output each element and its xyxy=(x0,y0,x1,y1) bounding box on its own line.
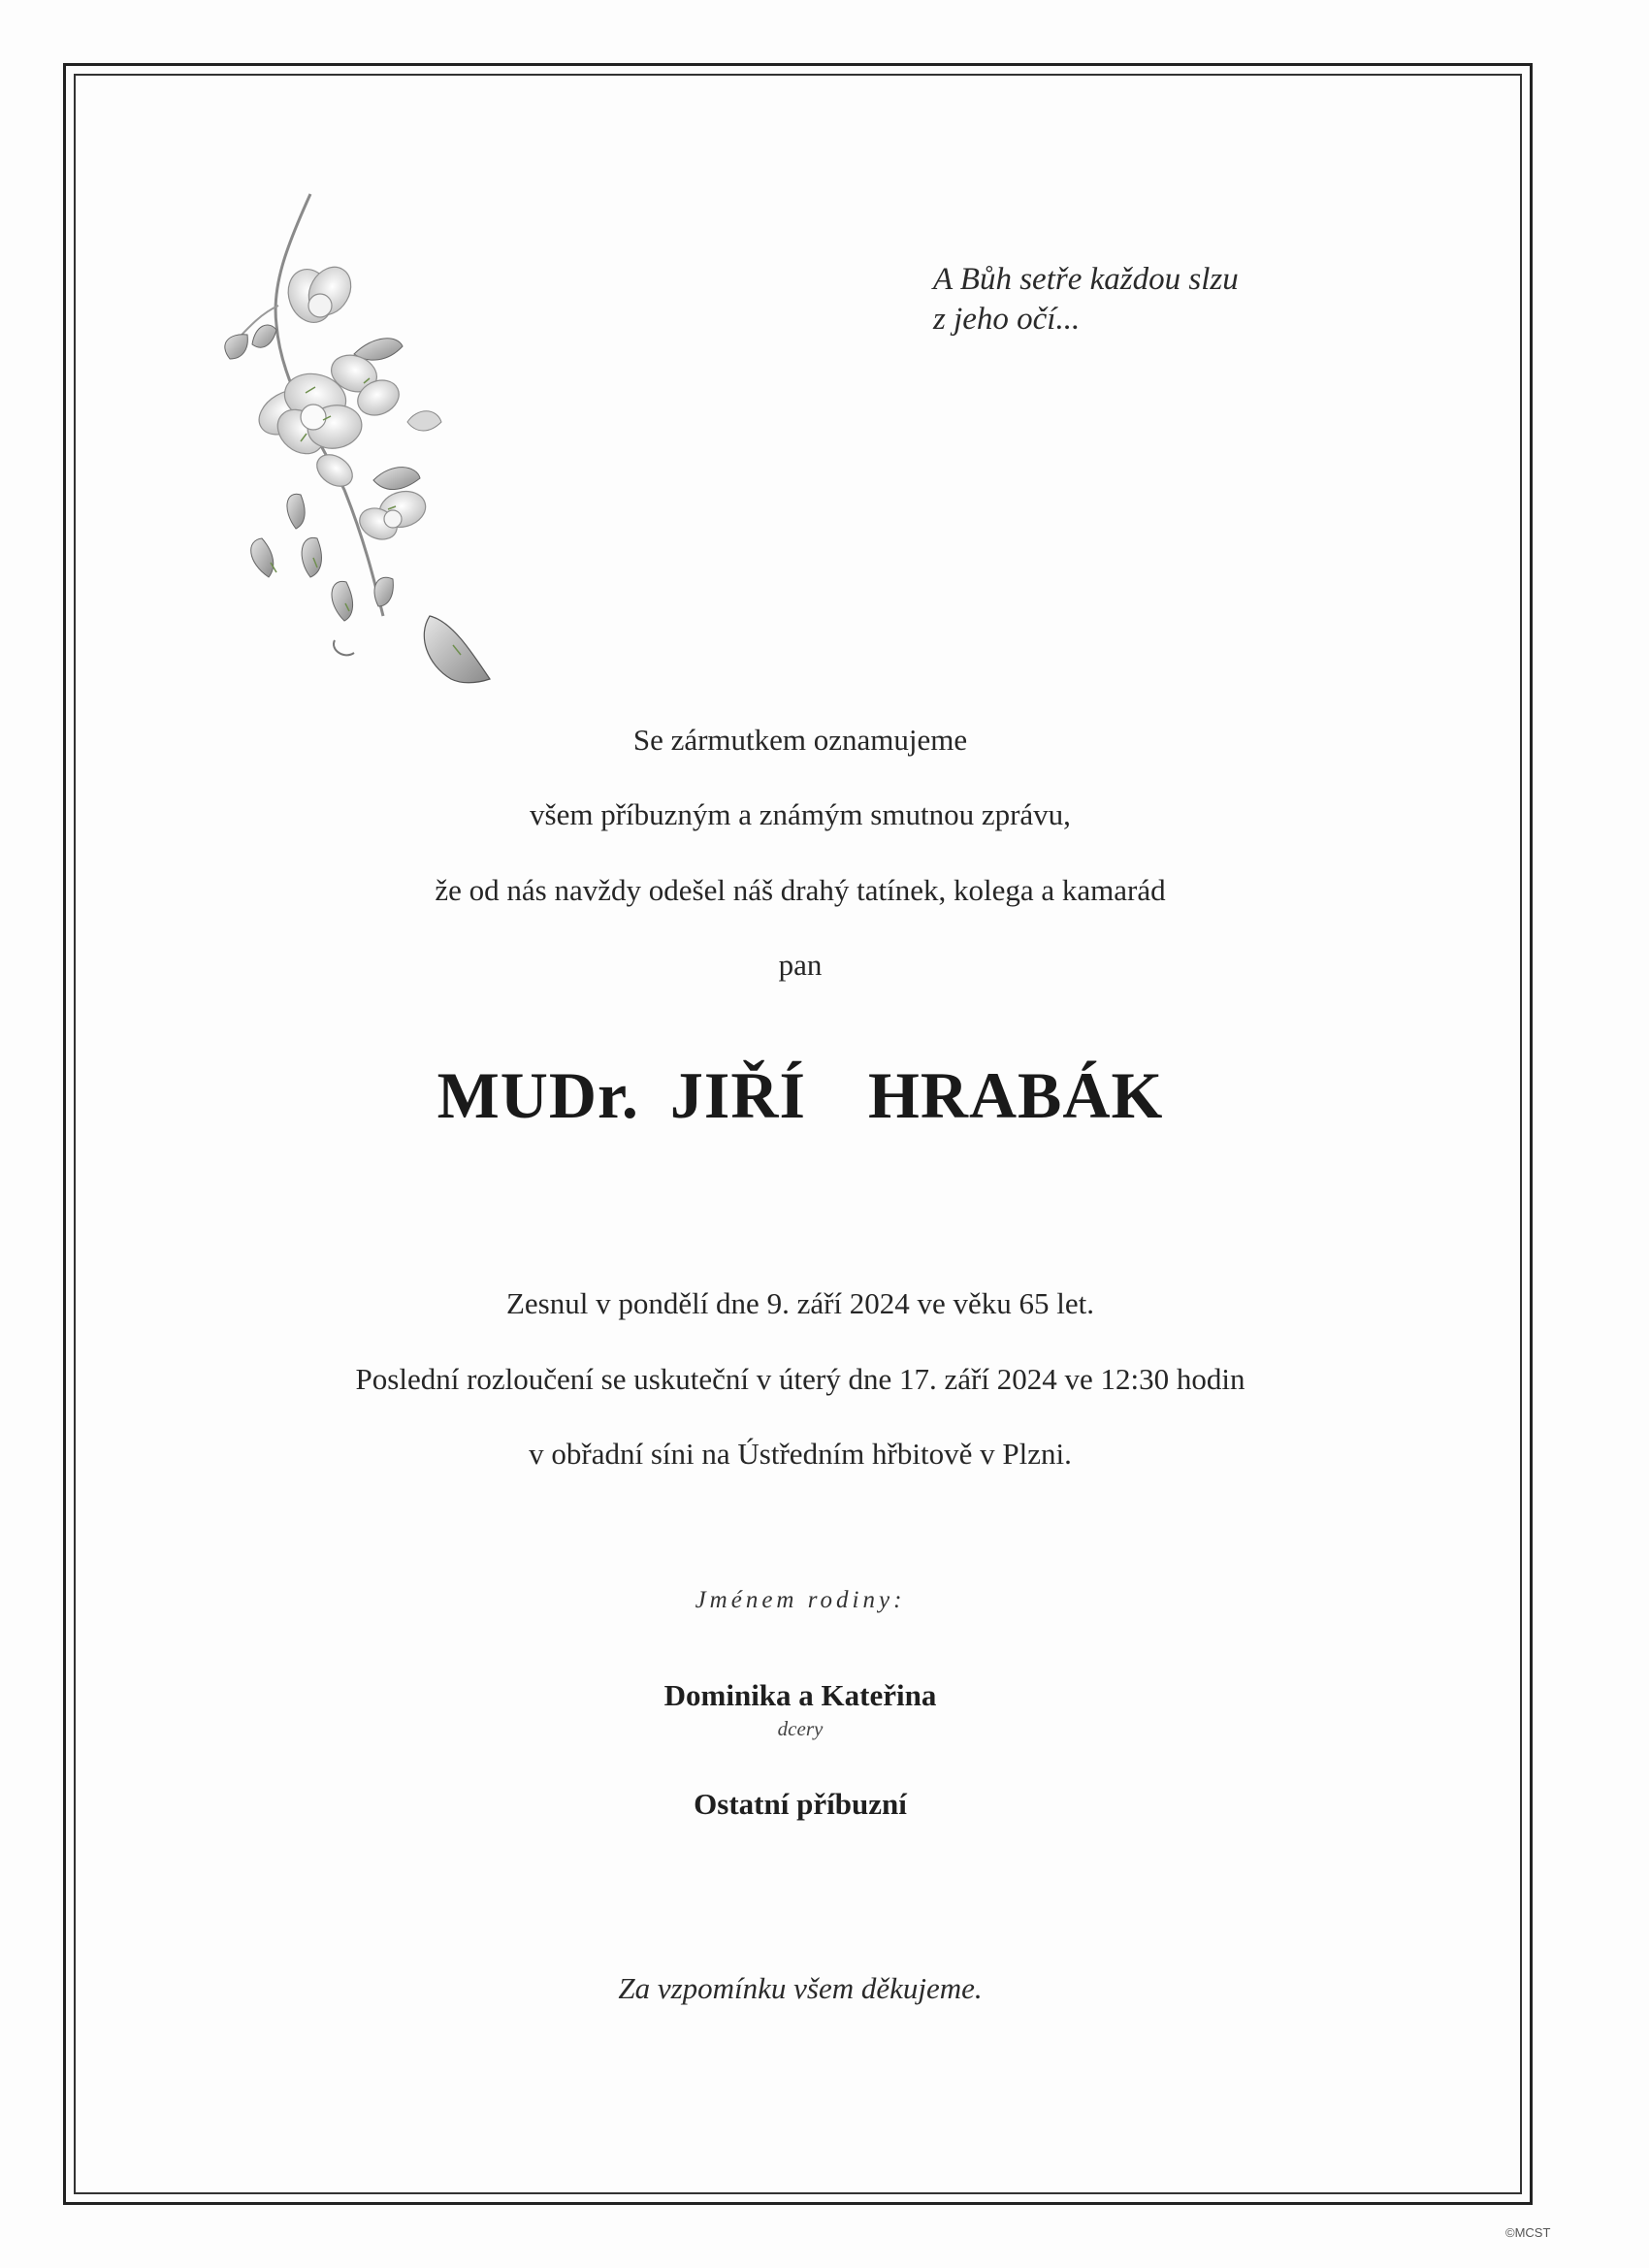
deceased-name: MUDr. JIŘÍ HRABÁK xyxy=(436,1058,1164,1132)
quote-line-1: A Bůh setře každou slzu xyxy=(933,262,1239,297)
announcement-line-2: všem příbuzným a známým smutnou zprávu, xyxy=(530,797,1071,831)
family-header: Jménem rodiny: xyxy=(695,1587,906,1613)
farewell-place: v obřadní síni na Ústředním hřbitově v Plzni. xyxy=(529,1437,1072,1471)
quote xyxy=(933,260,1239,340)
farewell-info: Poslední rozloučení se uskuteční v úterý dne 17. září 2024 ve 12:30 hodin xyxy=(355,1362,1245,1396)
family-member-relation: dcery xyxy=(777,1717,824,1740)
flower-branch-icon xyxy=(209,189,543,689)
quote-line-2: z jeho očí... xyxy=(933,302,1081,337)
family-member-name: Ostatní příbuzní xyxy=(694,1787,907,1821)
thanks: Za vzpomínku všem děkujeme. xyxy=(618,1971,983,2005)
announcement-line-3: že od nás navždy odešel náš drahý tatínek, kolega a kamarád xyxy=(435,873,1166,907)
copyright: ©MCST xyxy=(1505,2225,1551,2240)
death-date: Zesnul v pondělí dne 9. září 2024 ve věku 65 let. xyxy=(505,1286,1095,1320)
family-member-name: Dominika a Kateřina xyxy=(663,1678,937,1712)
announcement-line-4: pan xyxy=(778,948,823,982)
announcement-line-1: Se zármutkem oznamujeme xyxy=(632,723,968,757)
